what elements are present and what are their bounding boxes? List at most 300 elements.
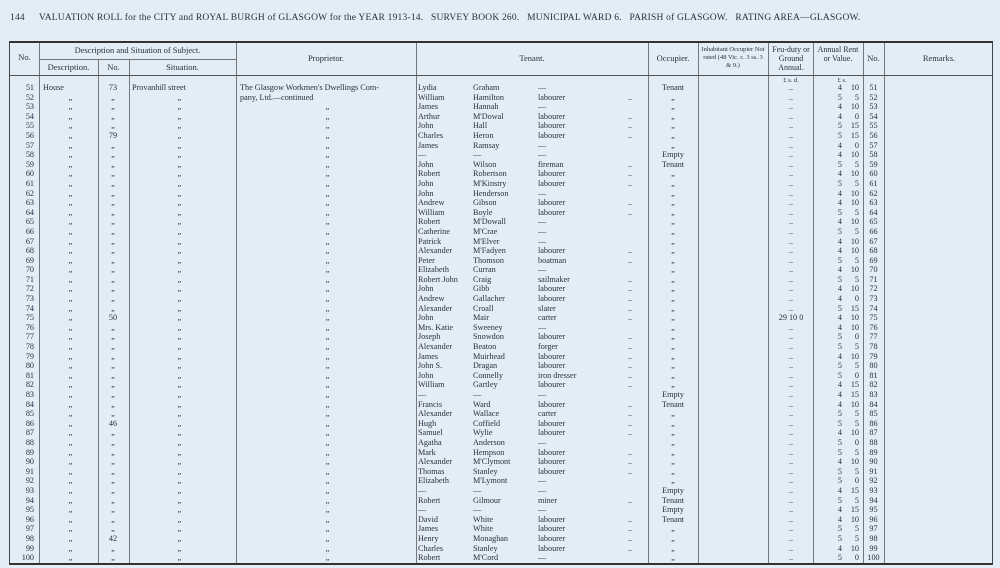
occupation: — [538,505,547,515]
table-row [10,390,992,400]
row-no-2: 78 [869,342,878,352]
rent-pounds: 4 [837,169,842,179]
row-no-2: 98 [869,533,878,543]
surname: Coffield [473,418,501,428]
house-no: „ [111,169,115,179]
feu-duty: .. [788,159,794,169]
situation: „ [177,159,182,169]
occupier: „ [671,437,675,447]
first-name: David [418,514,439,524]
occupation: — [538,188,547,198]
row-no: 96 [25,514,34,524]
situation: „ [177,476,182,486]
table-row [10,304,992,314]
row-no-2: 97 [869,524,878,534]
occupier: „ [671,543,675,553]
rent-pounds: 4 [837,150,842,160]
occupier: „ [671,447,675,457]
rent-pounds: 5 [837,332,842,342]
occupier: „ [671,217,675,227]
row-no-2: 86 [869,418,878,428]
first-name: James [418,102,439,112]
row-no-2: 85 [869,409,878,419]
occupier: Empty [662,390,684,399]
rent-pounds: 4 [837,198,842,208]
occupation: — [538,217,547,227]
row-no: 77 [25,332,34,342]
rent-pounds: 4 [837,217,842,227]
proprietor: „ [325,140,330,150]
feu-duty: .. [788,130,794,140]
col-no: No. [18,52,31,62]
first-name: James [418,351,439,361]
proprietor: „ [325,322,330,332]
occupier: „ [671,370,675,380]
house-no: „ [111,543,115,553]
occupier: „ [671,274,675,284]
description: „ [68,380,73,390]
leader-dots: .. [628,351,633,361]
leader-dots: .. [628,130,633,140]
rent-pounds: 4 [837,543,842,553]
feu-duty: .. [788,169,794,179]
house-no: 42 [108,533,118,543]
feu-duty: .. [788,447,794,457]
feu-duty: .. [788,505,794,515]
feu-duty: .. [788,524,794,534]
row-no: 60 [25,169,34,179]
first-name: Thomas [418,466,445,476]
row-no: 82 [25,380,34,390]
occupation: labourer [538,457,566,467]
table-row [10,534,992,544]
feu-duty: .. [788,476,794,486]
description: „ [68,437,73,447]
first-name: Robert [418,217,441,227]
situation: „ [177,418,182,428]
house-no: „ [111,274,115,284]
table-row [10,486,992,496]
surname: Hall [473,121,488,131]
feu-duty: .. [788,533,794,543]
rent-shillings: 0 [854,553,859,563]
first-name: William [418,207,445,217]
house-no: „ [111,399,115,409]
proprietor: „ [325,505,330,515]
occupier: Tenant [661,159,685,169]
description: „ [68,409,73,419]
row-no: 78 [25,342,34,352]
occupation: fireman [538,159,564,169]
row-no-2: 63 [869,198,878,208]
house-no: 79 [108,130,118,140]
rent-shillings: 10 [850,83,859,92]
occupation: labourer [538,92,566,102]
occupier: „ [671,102,675,112]
first-name: — [418,390,427,399]
table-row [10,93,992,103]
feu-duty: .. [788,255,794,265]
situation: „ [177,303,182,313]
rent-pounds: 5 [837,533,842,543]
row-no-2: 79 [869,351,878,361]
col-no-2: No. [867,53,880,63]
rent-pounds: 4 [837,322,842,332]
table-row [10,179,992,189]
proprietor: „ [325,284,330,294]
first-name: Catherine [418,226,450,236]
occupation: labourer [538,533,566,543]
house-no: „ [111,294,115,304]
proprietor: „ [325,543,330,553]
row-no-2: 54 [869,111,878,121]
rent-shillings: 0 [854,370,859,380]
leader-dots: .. [628,543,633,553]
feu-duty: .. [788,399,794,409]
table-row [10,515,992,525]
occupation: sailmaker [538,274,570,284]
rent-shillings: 5 [854,495,859,505]
row-no-2: 93 [869,485,878,495]
row-no: 87 [25,428,34,438]
row-no-2: 82 [869,380,878,390]
proprietor: „ [325,380,330,390]
first-name: Alexander [418,409,453,419]
table-row [10,150,992,160]
surname: White [473,514,494,524]
row-no: 97 [25,524,34,534]
feu-duty: .. [788,92,794,102]
house-no: 46 [108,418,118,428]
description: „ [68,447,73,457]
surname: Anderson [473,437,505,447]
occupation: miner [538,495,558,505]
house-no: „ [111,217,115,227]
situation: „ [177,217,182,227]
surname: Thomson [473,255,504,265]
rent-shillings: 5 [854,274,859,284]
occupation: carter [538,409,557,419]
leader-dots: .. [628,303,633,313]
surname: Dragan [473,361,498,371]
first-name: Samuel [418,428,443,438]
proprietor: „ [325,466,330,476]
description: „ [68,111,73,121]
col-inhabitant: Inhabitant Occupier Not rated (48 Vic. c. 3 ss. 3 & 9.) [701,46,765,69]
occupation: — [538,83,547,92]
row-no-2: 92 [869,476,878,486]
occupier: „ [671,418,675,428]
row-no-2: 59 [869,159,878,169]
proprietor: „ [325,332,330,342]
rent-shillings: 10 [850,217,859,227]
situation: „ [177,121,182,131]
occupier: „ [671,380,675,390]
occupier: „ [671,140,675,150]
rent-shillings: 10 [850,188,859,198]
occupier: „ [671,188,675,198]
rent-pounds: 5 [837,207,842,217]
situation: „ [177,524,182,534]
surname: M'Elver [473,236,500,246]
rent-pounds: 5 [837,121,842,131]
feu-duty: .. [788,553,794,563]
row-no: 64 [25,207,34,217]
occupier: „ [671,169,675,179]
row-no: 57 [25,140,34,150]
surname: Monaghan [473,533,509,543]
description: „ [68,274,73,284]
row-no: 62 [25,188,34,198]
house-no: „ [111,188,115,198]
surname: Gilmour [473,495,501,505]
row-no-2: 88 [869,437,878,447]
rent-shillings: 5 [854,533,859,543]
row-no-2: 96 [869,514,878,524]
description: „ [68,495,73,505]
rent-pounds: 4 [837,390,842,399]
row-no: 89 [25,447,34,457]
first-name: John [418,121,434,131]
row-no-2: 58 [869,150,878,160]
surname: M'Kinstry [473,178,507,188]
rent-pounds: 4 [837,505,842,515]
row-no: 51 [25,83,34,92]
row-no-2: 69 [869,255,878,265]
occupier: „ [671,255,675,265]
proprietor: „ [325,361,330,371]
surname: Graham [473,83,500,92]
situation: „ [177,553,182,563]
feu-duty: .. [788,246,794,256]
proprietor: „ [325,342,330,352]
proprietor: „ [325,351,330,361]
occupier: „ [671,236,675,246]
occupier: „ [671,207,675,217]
rent-shillings: 5 [854,92,859,102]
situation: „ [177,332,182,342]
surname: Gibson [473,198,497,208]
proprietor: „ [325,226,330,236]
description: „ [68,514,73,524]
description: „ [68,370,73,380]
page-header [10,13,860,23]
occupation: — [538,437,547,447]
leader-dots: .. [628,514,633,524]
surname: Wylie [473,428,493,438]
description: „ [68,236,73,246]
surname: M'Fadyen [473,246,506,256]
feu-duty: .. [788,284,794,294]
occupier: „ [671,466,675,476]
proprietor: „ [325,553,330,563]
leader-dots: .. [628,399,633,409]
house-no: „ [111,361,115,371]
leader-dots: .. [628,313,633,323]
description: „ [68,255,73,265]
table-row [10,457,992,467]
description: „ [68,553,73,563]
proprietor: „ [325,169,330,179]
rent-shillings: 10 [850,236,859,246]
occupation: — [538,226,547,236]
first-name: William [418,380,445,390]
rent-pounds: 5 [837,447,842,457]
row-no-2: 95 [869,505,878,515]
occupation: labourer [538,169,566,179]
feu-duty: .. [788,217,794,227]
rent-pounds: 5 [837,255,842,265]
row-no: 94 [25,495,34,505]
row-no: 67 [25,236,34,246]
row-no-2: 72 [869,284,878,294]
occupier: Tenant [661,399,685,409]
surname: M'Dowal [473,111,504,121]
first-name: James [418,140,439,150]
table-row [10,438,992,448]
feu-duty: .. [788,428,794,438]
description: „ [68,150,73,160]
table-row [10,524,992,534]
proprietor: „ [325,303,330,313]
rent-pounds: 5 [837,495,842,505]
situation: „ [177,466,182,476]
feu-duty: .. [788,102,794,112]
table-row [10,323,992,333]
proprietor: „ [325,399,330,409]
first-name: Mark [418,447,436,457]
row-no-2: 74 [869,303,878,313]
leader-dots: .. [628,274,633,284]
leader-dots: .. [628,418,633,428]
rent-pounds: 4 [837,380,842,390]
rent-shillings: 5 [854,524,859,534]
occupier: „ [671,178,675,188]
rent-pounds: 4 [837,236,842,246]
leader-dots: .. [628,255,633,265]
house-no: „ [111,342,115,352]
rent-shillings: 0 [854,332,859,342]
house-no: „ [111,265,115,275]
description: „ [68,198,73,208]
house-no: „ [111,303,115,313]
proprietor: „ [325,198,330,208]
table-row [10,313,992,323]
rent-pounds: 5 [837,418,842,428]
table-row [10,476,992,486]
occupation: — [538,553,547,563]
feu-duty: .. [788,361,794,371]
occupier: „ [671,265,675,275]
proprietor: „ [325,121,330,131]
occupation: labourer [538,130,566,140]
proprietor: „ [325,255,330,265]
house-no: „ [111,505,115,515]
row-no-2: 56 [869,130,878,140]
proprietor: „ [325,207,330,217]
description: „ [68,322,73,332]
row-no-2: 60 [869,169,878,179]
surname: Henderson [473,188,509,198]
occupier: Tenant [661,83,685,92]
table-row [10,352,992,362]
rent-shillings: 10 [850,457,859,467]
row-no: 65 [25,217,34,227]
row-no-2: 90 [869,457,878,467]
description: „ [68,130,73,140]
table-row [10,131,992,141]
house-no: „ [111,370,115,380]
proprietor: „ [325,485,330,495]
row-no: 66 [25,226,34,236]
first-name: Henry [418,533,439,543]
rent-shillings: 10 [850,399,859,409]
rent-pounds: 4 [837,284,842,294]
proprietor: „ [325,437,330,447]
proprietor: „ [325,447,330,457]
table-row [10,83,992,93]
house-no: „ [111,380,115,390]
feu-duty: .. [788,178,794,188]
first-name: — [418,485,427,495]
proprietor: „ [325,111,330,121]
rent-shillings: 5 [854,466,859,476]
proprietor: „ [325,178,330,188]
leader-dots: .. [628,294,633,304]
house-no: „ [111,457,115,467]
surname: M'Lymont [473,476,508,486]
rent-pounds: 4 [837,111,842,121]
rent-shillings: 10 [850,265,859,275]
rent-shillings: 10 [850,150,859,160]
occupier: „ [671,533,675,543]
proprietor: „ [325,390,330,399]
occupation: labourer [538,294,566,304]
occupation: labourer [538,246,566,256]
surname: Hannah [473,102,499,112]
row-no: 90 [25,457,34,467]
house-no: „ [111,390,115,399]
occupation: — [538,265,547,275]
feu-duty: .. [788,485,794,495]
row-no: 84 [25,399,34,409]
row-no: 68 [25,246,34,256]
occupation: — [538,485,547,495]
occupier: Tenant [661,514,685,524]
occupier: „ [671,342,675,352]
feu-duty: .. [788,380,794,390]
occupation: labourer [538,332,566,342]
house-no: 50 [108,313,118,323]
house-no: „ [111,447,115,457]
occupier: „ [671,524,675,534]
situation: „ [177,514,182,524]
first-name: Elizabeth [418,476,449,486]
row-no: 54 [25,111,34,121]
surname: M'Dowall [473,217,506,227]
situation: „ [177,92,182,102]
occupier: „ [671,476,675,486]
row-no: 76 [25,322,34,332]
surname: Wilson [473,159,497,169]
surname: Sweeney [473,322,503,332]
first-name: John [418,313,434,323]
situation: „ [177,102,182,112]
row-no-2: 76 [869,322,878,332]
occupier: „ [671,130,675,140]
row-no: 99 [25,543,34,553]
row-no-2: 73 [869,294,878,304]
